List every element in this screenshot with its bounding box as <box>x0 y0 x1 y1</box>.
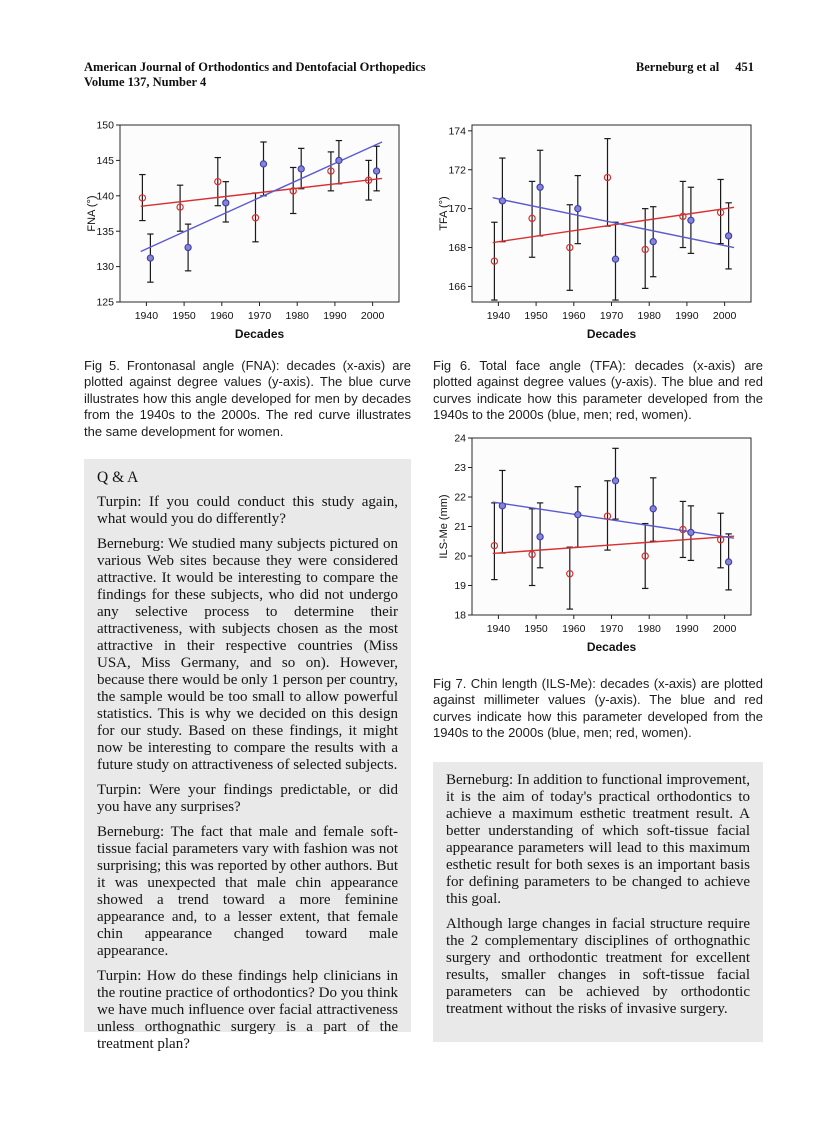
svg-text:2000: 2000 <box>712 623 737 635</box>
svg-text:22: 22 <box>454 491 466 504</box>
svg-text:1990: 1990 <box>675 623 699 635</box>
svg-text:21: 21 <box>454 521 466 534</box>
svg-text:20: 20 <box>454 550 466 563</box>
qa-paragraph: Turpin: If you could conduct this study again, what would you do differently? <box>97 494 398 527</box>
running-head-author: Berneburg et al <box>635 60 720 74</box>
svg-text:1940: 1940 <box>486 310 511 322</box>
svg-text:1950: 1950 <box>524 623 548 635</box>
journal-title: American Journal of Orthodontics and Dentofacial Orthopedics <box>84 60 426 74</box>
page-header-right <box>433 60 754 75</box>
journal-volume: Volume 137, Number 4 <box>84 74 207 89</box>
qa-left-paragraphs <box>97 494 398 1053</box>
svg-text:166: 166 <box>448 281 466 294</box>
svg-text:Decades: Decades <box>586 327 637 341</box>
svg-text:1960: 1960 <box>210 310 234 322</box>
svg-text:1980: 1980 <box>285 310 309 322</box>
svg-text:1960: 1960 <box>562 623 586 635</box>
qa-paragraph: Although large changes in facial structure require the 2 complementary disciplines of orthognathic surgery and orthodontic treatment for excellent results, smaller changes in soft-tissue facial parameters can be achieved by orthodontic treatment without the risks of invasive surgery. <box>446 916 750 1017</box>
svg-text:2000: 2000 <box>712 310 737 322</box>
ils-me-chart <box>437 431 759 659</box>
qa-box-right <box>433 762 763 1042</box>
figure-caption-fig5: Fig 5. Frontonasal angle (FNA): decades (x-axis) are plotted against degree values (y-axis). The blue curve illustrates how this angle developed for men by decades from the 1940s to the 2000s. The red curve illustrates the same development for women. <box>84 358 411 439</box>
svg-text:23: 23 <box>454 462 466 475</box>
svg-text:1990: 1990 <box>675 310 699 322</box>
page-number: 451 <box>735 60 754 74</box>
svg-text:150: 150 <box>96 119 114 132</box>
svg-text:174: 174 <box>448 125 466 138</box>
svg-text:Decades: Decades <box>234 327 285 341</box>
qa-box-left <box>84 459 411 1052</box>
figure-caption-fig7: Fig 7. Chin length (ILS-Me): decades (x-axis) are plotted against millimeter values (y-axis). The blue and red curves indicate how this parameter developed from the 1940s to the 2000s (blue, men; red, women). <box>433 676 763 741</box>
svg-text:1970: 1970 <box>599 310 624 322</box>
qa-paragraph: Turpin: Were your findings predictable, or did you have any surprises? <box>97 782 398 815</box>
qa-heading: Q & A <box>97 469 139 486</box>
qa-right-paragraphs <box>446 772 750 1018</box>
svg-text:1950: 1950 <box>524 310 548 322</box>
svg-text:2000: 2000 <box>360 310 385 322</box>
fna-chart <box>85 118 407 346</box>
svg-text:168: 168 <box>448 242 466 255</box>
svg-text:172: 172 <box>448 164 466 177</box>
svg-text:130: 130 <box>96 261 114 274</box>
chart-svg <box>437 431 759 659</box>
svg-text:1960: 1960 <box>562 310 586 322</box>
svg-text:1970: 1970 <box>247 310 272 322</box>
svg-text:140: 140 <box>96 190 114 203</box>
svg-text:170: 170 <box>448 203 466 216</box>
tfa-chart <box>437 118 759 346</box>
svg-text:24: 24 <box>454 432 466 445</box>
svg-text:1940: 1940 <box>134 310 159 322</box>
chart-svg <box>437 118 759 346</box>
qa-paragraph: Berneburg: We studied many subjects pictured on various Web sites because they were considered attractive. It would be interesting to compare the findings for these subjects, who did not undergo any selective process to determine their attractiveness, with subjects chosen as the most attractive in their respective countries (Miss USA, Miss Germany, and so on). However, because there would be only 1 person per country, the sample would be too small to allow powerful statistics. This is why we decided on this design for our study. Based on these findings, it might now be interesting to compare the results with a future study on attractiveness of selected subjects. <box>97 536 399 773</box>
svg-text:19: 19 <box>454 580 466 593</box>
svg-text:1980: 1980 <box>637 310 661 322</box>
svg-text:FNA (°): FNA (°) <box>86 195 98 232</box>
qa-paragraph: Berneburg: The fact that male and female soft-tissue facial parameters vary with fashion was not surprising; this was reported by other authors. But it was unexpected that male chin appearance showed a trend toward a more feminine appearance and, to a lesser extent, that female chin appearance changed toward male appearance. <box>97 824 398 959</box>
svg-text:1990: 1990 <box>323 310 347 322</box>
svg-text:1950: 1950 <box>172 310 196 322</box>
svg-text:145: 145 <box>96 155 114 167</box>
svg-text:1980: 1980 <box>637 623 661 635</box>
svg-text:ILS-Me (mm): ILS-Me (mm) <box>438 494 450 559</box>
svg-text:135: 135 <box>96 225 114 238</box>
svg-text:1940: 1940 <box>486 623 511 635</box>
qa-paragraph: Turpin: How do these findings help clinicians in the routine practice of orthodontics? Do you think we have much influence over facial attractiveness unless orthognathic surgery is a part of the treatment plan? <box>97 968 398 1052</box>
svg-text:125: 125 <box>96 296 114 309</box>
qa-paragraph: Berneburg: In addition to functional improvement, it is the aim of today's practical orthodontics to achieve a maximum esthetic treatment result. A better understanding of which soft-tissue facial appearance parameters will lead to this maximum esthetic result for both sexes is an important basis for defining parameters to be changed to achieve this goal. <box>446 772 750 907</box>
svg-text:1970: 1970 <box>599 623 624 635</box>
svg-text:Decades: Decades <box>586 640 637 654</box>
svg-text:18: 18 <box>454 609 466 622</box>
chart-svg <box>85 118 407 346</box>
svg-text:TFA (°): TFA (°) <box>438 196 450 231</box>
figure-caption-fig6: Fig 6. Total face angle (TFA): decades (x-axis) are plotted against degree values (y-axis). The blue and red curves indicate how this parameter developed from the 1940s to the 2000s (blue, men; red, women). <box>433 358 763 423</box>
